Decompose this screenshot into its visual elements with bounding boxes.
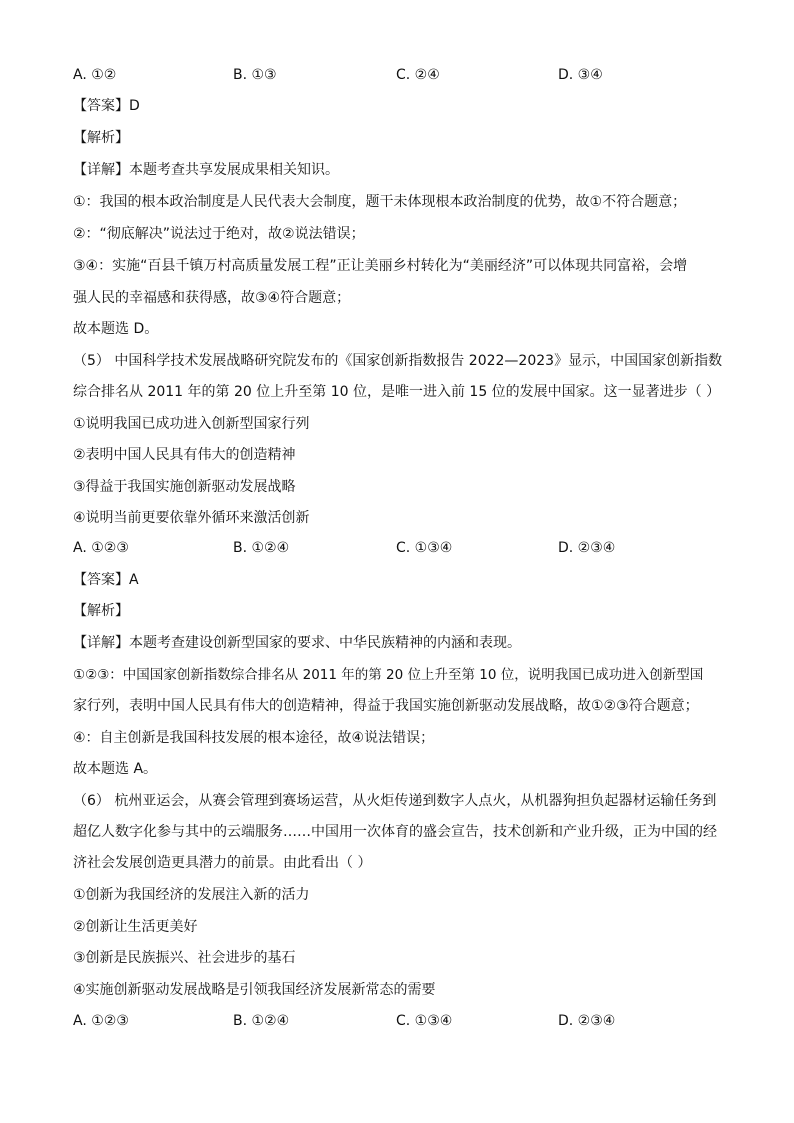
q4-explanation-line: 强人民的幸福感和获得感，故③④符合题意； [73,290,351,306]
q5-statement: ②表明中国人民具有伟大的创造精神 [73,447,296,463]
q5-explanation-line: 家行列，表明中国人民具有伟大的创造精神，得益于我国实施创新驱动发展战略，故①②③符合题意； [73,698,699,714]
q6-statement: ②创新让生活更美好 [73,919,198,935]
q6-stem-line: 超亿人数字化参与其中的云端服务……中国用一次体育的盛会宣告，技术创新和产业升级，正为中国的经 [73,824,717,840]
q6-statement: ③创新是民族振兴、社会进步的基石 [73,950,296,966]
q5-option-c[interactable]: C. ①③④ [396,540,453,556]
q5-stem-line: （5） 中国科学技术发展战略研究院发布的《国家创新指数报告 2022—2023》显示，中国国家创新指数 [73,353,723,369]
q4-option-b[interactable]: B. ①③ [233,67,277,83]
q5-detail: 【详解】本题考查建设创新型国家的要求、中华民族精神的内涵和表现。 [73,635,521,651]
q4-explanation-line: ②：“彻底解决”说法过于绝对，故②说法错误； [73,226,365,242]
q6-stem-line: 济社会发展创造更具潜力的前景。由此看出（ ） [73,855,372,871]
q5-statement: ④说明当前更要依靠外循环来激活创新 [73,510,310,526]
q6-option-b[interactable]: B. ①②④ [233,1013,290,1029]
q5-answer: 【答案】A [73,572,139,588]
q4-conclusion: 故本题选 D。 [73,321,159,337]
q4-answer: 【答案】D [73,98,140,114]
q4-explanation-line: ①：我国的根本政治制度是人民代表大会制度，题干未体现根本政治制度的优势，故①不符合题意； [73,194,687,210]
q6-options [73,1011,723,1031]
q6-statement: ①创新为我国经济的发展注入新的活力 [73,887,310,903]
q5-option-a[interactable]: A. ①②③ [73,540,129,556]
q5-analysis-label: 【解析】 [73,603,129,619]
q5-options [73,538,723,558]
q5-explanation-line: ④：自主创新是我国科技发展的根本途径，故④说法错误； [73,730,435,746]
q6-statement: ④实施创新驱动发展战略是引领我国经济发展新常态的需要 [73,982,436,998]
q6-stem-line: （6） 杭州亚运会，从赛会管理到赛场运营，从火炬传递到数字人点火，从机器狗担负起器材运输任务到 [73,793,717,809]
q6-option-a[interactable]: A. ①②③ [73,1013,129,1029]
q5-explanation-line: ①②③：中国国家创新指数综合排名从 2011 年的第 20 位上升至第 10 位，说明我国已成功进入创新型国 [73,667,704,683]
q4-explanation-line: ③④：实施“百县千镇万村高质量发展工程”正让美丽乡村转化为“美丽经济”可以体现共同富裕，会增 [73,258,688,274]
q4-detail: 【详解】本题考查共享发展成果相关知识。 [73,162,339,178]
q4-options [73,65,723,85]
q5-option-b[interactable]: B. ①②④ [233,540,290,556]
q5-stem-line: 综合排名从 2011 年的第 20 位上升至第 10 位，是唯一进入前 15 位的发展中国家。这一显著进步（ ） [73,384,721,400]
q5-statement: ①说明我国已成功进入创新型国家行列 [73,416,310,432]
q4-option-c[interactable]: C. ②④ [396,67,440,83]
q6-option-c[interactable]: C. ①③④ [396,1013,453,1029]
q5-option-d[interactable]: D. ②③④ [558,540,616,556]
q4-option-a[interactable]: A. ①② [73,67,117,83]
q4-option-d[interactable]: D. ③④ [558,67,603,83]
q4-analysis-label: 【解析】 [73,130,129,146]
q5-statement: ③得益于我国实施创新驱动发展战略 [73,479,296,495]
q6-option-d[interactable]: D. ②③④ [558,1013,616,1029]
q5-conclusion: 故本题选 A。 [73,761,158,777]
